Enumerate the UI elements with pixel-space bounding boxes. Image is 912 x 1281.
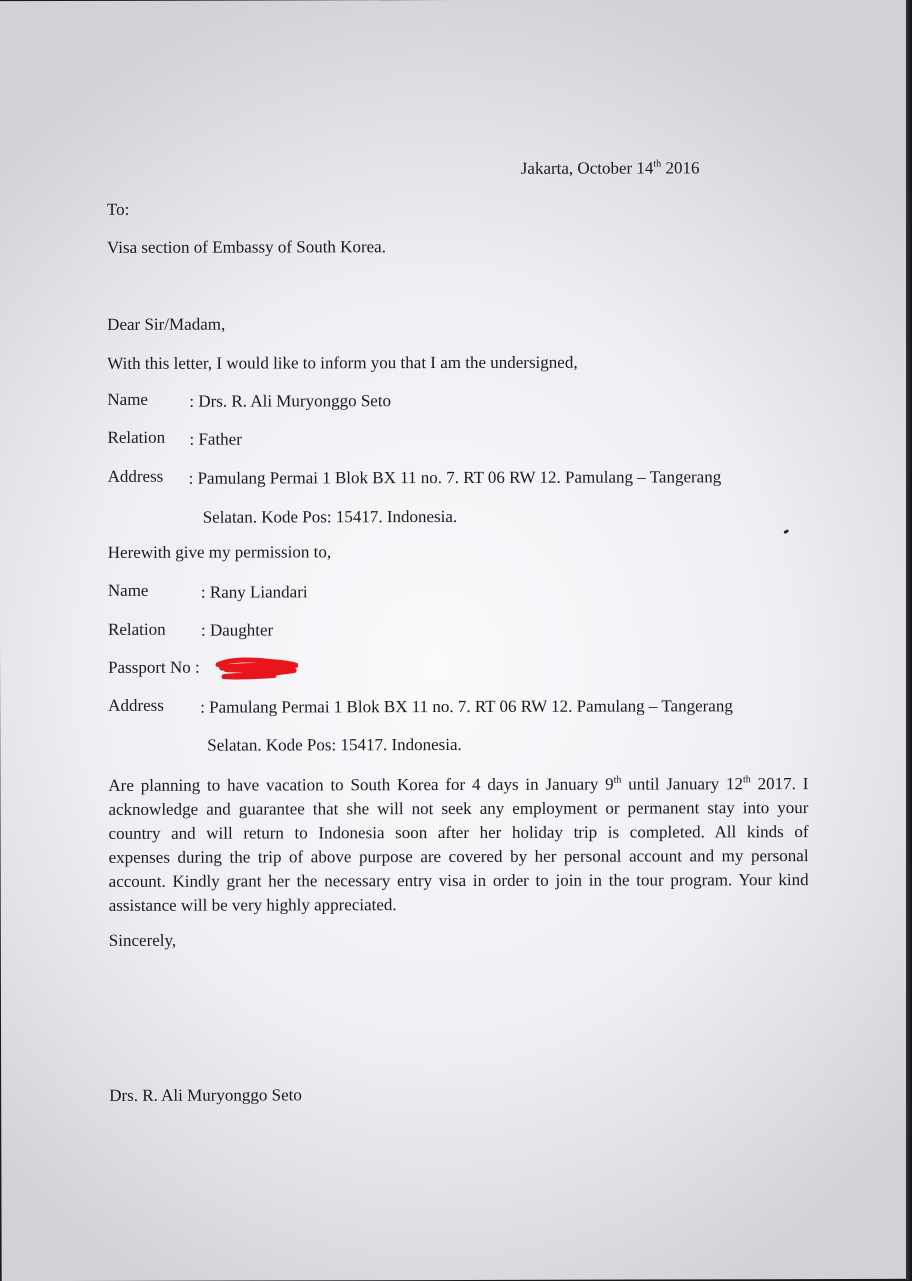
table-edge — [906, 0, 912, 1280]
body-line-4: expenses during the trip of above purpose are covered by her personal account and my personal — [108, 846, 809, 867]
undersigned-address-label: Address — [107, 466, 164, 486]
traveler-relation-label: Relation — [107, 619, 166, 639]
traveler-address-line1: : Pamulang Permai 1 Blok BX 11 no. 7. RT 06 RW 12. Pamulang – Tangerang — [200, 696, 733, 717]
traveler-name-label: Name — [107, 580, 149, 600]
to-label: To: — [106, 199, 130, 219]
passport-redaction-scribble — [212, 655, 298, 681]
undersigned-name-label: Name — [107, 389, 148, 409]
intro-line: With this letter, I would like to inform you that I am the undersigned, — [107, 352, 578, 373]
body-line-1: Are planning to have vacation to South Korea for 4 days in January 9th until January 12th 2017. I — [108, 774, 809, 795]
traveler-address-line2: Selatan. Kode Pos: 15417. Indonesia. — [207, 734, 462, 755]
traveler-address-label: Address — [108, 695, 164, 715]
permission-intro: Herewith give my permission to, — [107, 542, 332, 562]
signatory-name: Drs. R. Ali Muryonggo Seto — [109, 1085, 302, 1105]
place-date: Jakarta, October 14th 2016 — [520, 158, 700, 178]
body-line-6: assistance will be very highly appreciated. — [108, 895, 397, 915]
undersigned-address-line2: Selatan. Kode Pos: 15417. Indonesia. — [202, 506, 458, 527]
body-paragraph — [108, 772, 808, 918]
traveler-name-value: : Rany Liandari — [200, 582, 308, 602]
closing: Sincerely, — [108, 930, 177, 950]
body-line-5: account. Kindly grant her the necessary entry visa in order to join in the tour program. Your kind — [108, 870, 809, 891]
salutation: Dear Sir/Madam, — [107, 314, 226, 334]
undersigned-relation-value: : Father — [189, 429, 242, 449]
traveler-relation-value: : Daughter — [200, 620, 274, 640]
body-line-2: acknowledge and guarantee that she will not seek any employment or permanent stay into your — [108, 798, 809, 819]
undersigned-name-value: : Drs. R. Ali Muryonggo Seto — [189, 391, 392, 411]
body-line-3: country and will return to Indonesia soon after her holiday trip is completed. All kinds of — [108, 822, 809, 843]
undersigned-address-line1: : Pamulang Permai 1 Blok BX 11 no. 7. RT 06 RW 12. Pamulang – Tangerang — [188, 467, 722, 488]
pen-mark — [783, 529, 789, 534]
undersigned-relation-label: Relation — [107, 427, 166, 447]
traveler-passport-label: Passport No : — [108, 657, 200, 677]
recipient: Visa section of Embassy of South Korea. — [106, 237, 386, 257]
